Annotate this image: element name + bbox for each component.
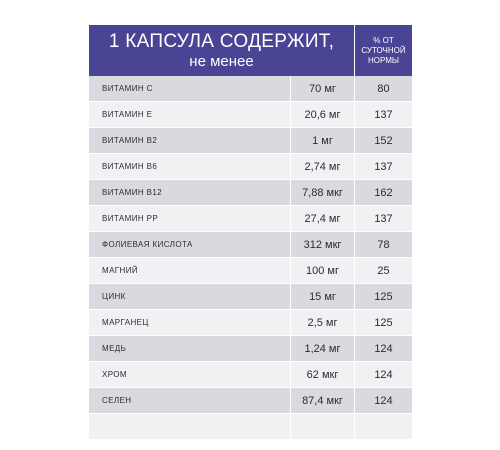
nutrient-amount: 27,4 мг — [291, 206, 355, 231]
nutrient-amount: 2,74 мг — [291, 154, 355, 179]
table-row — [89, 154, 412, 180]
nutrient-amount: 312 мкг — [291, 232, 355, 257]
table-row — [89, 232, 412, 258]
nutrient-percent: 25 — [377, 264, 390, 277]
nutrient-name: ЦИНК — [89, 284, 291, 309]
table-row — [89, 310, 412, 336]
nutrient-amount: 20,6 мг — [291, 102, 355, 127]
nutrient-percent: 162 — [374, 186, 393, 199]
header-subtitle: не менее — [189, 52, 254, 70]
table-row — [89, 180, 412, 206]
nutrient-name: МАРГАНЕЦ — [89, 310, 291, 335]
table-row — [89, 284, 412, 310]
nutrient-name: ХРОМ — [89, 362, 291, 387]
nutrient-amount: 2,5 мг — [291, 310, 355, 335]
nutrient-percent — [355, 414, 412, 439]
nutrient-percent: 80 — [377, 82, 390, 95]
nutrient-name: ВИТАМИН Е — [89, 102, 291, 127]
nutrient-percent: 124 — [374, 342, 393, 355]
nutrient-percent: 125 — [374, 290, 393, 303]
nutrient-name: СЕЛЕН — [89, 388, 291, 413]
nutrient-percent: 124 — [374, 368, 393, 381]
header-percent-line2: СУТОЧНОЙ — [361, 45, 406, 55]
nutrient-percent: 137 — [374, 108, 393, 121]
header-percent-line1: % ОТ — [373, 35, 394, 45]
nutrient-name: ВИТАМИН В12 — [89, 180, 291, 205]
nutrient-percent: 137 — [374, 160, 393, 173]
nutrient-name: ФОЛИЕВАЯ КИСЛОТА — [89, 232, 291, 257]
table-row — [89, 206, 412, 232]
nutrient-amount: 100 мг — [291, 258, 355, 283]
nutrient-percent: 137 — [374, 212, 393, 225]
table-row — [89, 102, 412, 128]
nutrient-amount: 70 мг — [291, 76, 355, 101]
nutrient-percent: 78 — [377, 238, 390, 251]
nutrient-amount: 7,88 мкг — [291, 180, 355, 205]
table-row — [89, 336, 412, 362]
table-row — [89, 388, 412, 414]
table-row — [89, 258, 412, 284]
header-title-cell — [89, 25, 355, 76]
nutrient-amount: 1,24 мг — [291, 336, 355, 361]
nutrient-amount: 62 мкг — [291, 362, 355, 387]
nutrient-name: ВИТАМИН РР — [89, 206, 291, 231]
header-title: 1 КАПСУЛА СОДЕРЖИТ, — [108, 30, 335, 52]
table-row — [89, 362, 412, 388]
nutrient-name: МАГНИЙ — [89, 258, 291, 283]
nutrient-name — [89, 414, 291, 439]
nutrient-name: ВИТАМИН В6 — [89, 154, 291, 179]
table-row — [89, 76, 412, 102]
nutrient-name: МЕДЬ — [89, 336, 291, 361]
header-percent-cell — [355, 25, 412, 76]
table-row — [89, 128, 412, 154]
table-row — [89, 414, 412, 440]
header-percent-line3: НОРМЫ — [368, 55, 399, 65]
nutrient-name: ВИТАМИН С — [89, 76, 291, 101]
nutrient-amount: 87,4 мкг — [291, 388, 355, 413]
nutrient-percent: 152 — [374, 134, 393, 147]
nutrient-table — [89, 25, 412, 440]
nutrient-percent: 125 — [374, 316, 393, 329]
nutrient-amount — [291, 414, 355, 439]
table-header — [89, 25, 412, 76]
nutrient-amount: 1 мг — [291, 128, 355, 153]
nutrient-name: ВИТАМИН В2 — [89, 128, 291, 153]
nutrient-percent: 124 — [374, 394, 393, 407]
table-body — [89, 76, 412, 440]
nutrient-amount: 15 мг — [291, 284, 355, 309]
